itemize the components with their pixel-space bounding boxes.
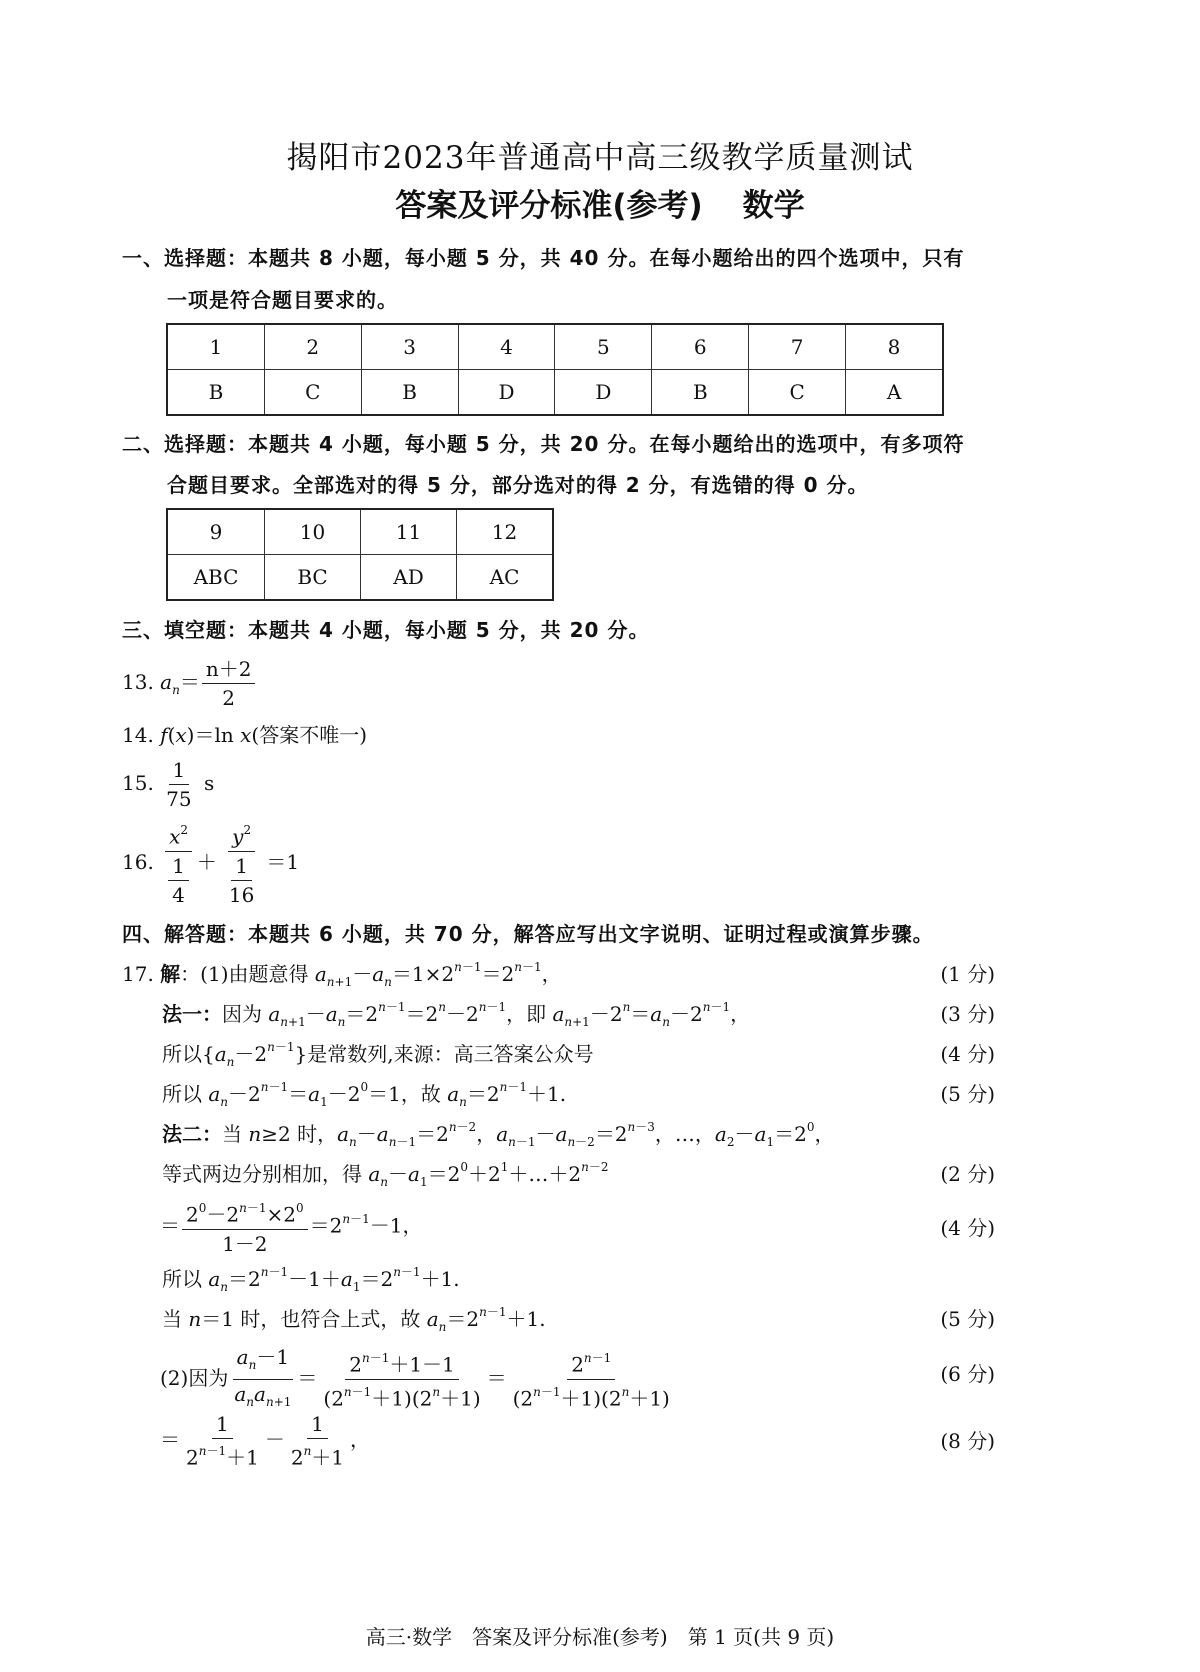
table-row-numbers: [167, 324, 943, 370]
table-row-numbers: [167, 509, 553, 555]
section1-answer-table: [166, 323, 944, 416]
solution-line: 当 n＝1 时，也符合上式，故 $a_n=2^{n-1}+1$.: [162, 1305, 546, 1334]
document-subtitle: [0, 180, 1200, 225]
answer-13: 13. $a_n=$ $\frac{n+2}{2}$: [122, 655, 257, 712]
numerator: 1: [169, 756, 190, 785]
solution-line: 法一：因为 $a_{n+1}-a_n=2^{n-1}=2^n-2^{n-1}$，即 $a_{n+1}-2^n=a_n-2^{n-1}$，: [162, 1000, 751, 1029]
answer-16: 16. $\frac{x^2}{\frac{1}{4}}$ ＋ $\frac{y^2}{\frac{1}{16}}$ ＝1: [122, 818, 299, 909]
table-cell: AC: [457, 555, 553, 601]
table-cell: 7: [749, 324, 846, 370]
solution-line: 所以$\{a_n-2^{n-1}\}$是常数列,来源：高三答案公众号: [162, 1040, 594, 1069]
question-number: 14.: [122, 723, 154, 747]
subtitle-subject: 数学: [742, 188, 805, 224]
score-label: (4 分): [940, 1216, 995, 1240]
table-cell: C: [264, 370, 361, 416]
score-label: (6 分): [940, 1362, 995, 1386]
table-cell: D: [555, 370, 652, 416]
table-row-answers: [167, 555, 553, 601]
section1-heading-line2: 一项是符合题目要求的。: [167, 288, 398, 312]
score-label: (5 分): [940, 1307, 995, 1331]
document-title: 揭阳市2023年普通高中高三级教学质量测试: [286, 140, 914, 176]
table-cell: 3: [361, 324, 458, 370]
table-cell: D: [458, 370, 555, 416]
score-label: (3 分): [940, 1002, 995, 1026]
table-cell: 1: [167, 324, 264, 370]
solution-line: ＝ $\frac{2^0-2^{n-1}\times 2^0}{1-2}$ $=2^{n-1}-1$，: [160, 1196, 422, 1258]
section2-heading-line2: 合题目要求。全部选对的得 5 分，部分选对的得 2 分，有选错的得 0 分。: [167, 473, 869, 497]
solution-line: 法二：当 n≥2 时，$a_n-a_{n-1}=2^{n-2}$，$a_{n-1}-a_{n-2}=2^{n-3}$，…，$a_2-a_1=2^0$，: [162, 1120, 835, 1149]
question-number: 13.: [122, 670, 154, 694]
denominator: 2: [222, 686, 236, 710]
table-cell: 2: [264, 324, 361, 370]
section4-heading: 四、解答题：本题共 6 小题，共 70 分，解答应写出文字说明、证明过程或演算步骤。: [122, 922, 934, 946]
fraction: [202, 655, 256, 712]
method-label: 法二：: [162, 1122, 222, 1146]
score-label: (1 分): [940, 962, 995, 986]
question-number: 16.: [122, 849, 154, 874]
table-cell: 4: [458, 324, 555, 370]
unit: s: [203, 771, 215, 795]
section2-heading-line1: 二、选择题：本题共 4 小题，每小题 5 分，共 20 分。在每小题给出的选项中，有多项符: [122, 432, 965, 456]
score-label: (5 分): [940, 1082, 995, 1106]
table-cell: 9: [167, 509, 265, 555]
section1-heading-line1: 一、选择题：本题共 8 小题，每小题 5 分，共 40 分。在每小题给出的四个选项中，只有: [122, 246, 965, 270]
solution-line: 所以 $a_n-2^{n-1}=a_1-2^0=1$，故 $a_n=2^{n-1}+1$.: [162, 1080, 567, 1109]
question-number: 15.: [122, 771, 154, 795]
score-label: (4 分): [940, 1042, 995, 1066]
solution-line: (2)因为 $\frac{a_n-1}{a_na_{n+1}}$ ＝ $\frac{2^{n-1}+1-1}{(2^{n-1}+1)(2^n+1)}$ ＝ $\frac{2^{n-1}}{(2^{n-1}+1)(2^n+1)}$: [160, 1345, 670, 1411]
table-row-answers: [167, 370, 943, 416]
score-label: (8 分): [940, 1429, 995, 1453]
table-cell: ABC: [167, 555, 265, 601]
solution-line: ＝ $\frac{1}{2^{n-1}+1}$ － $\frac{1}{2^n+1}$ ，: [160, 1412, 371, 1470]
solution-line: 所以 $a_n=2^{n-1}-1+a_1=2^{n-1}+1$.: [162, 1265, 460, 1294]
table-cell: B: [652, 370, 749, 416]
table-cell: 5: [555, 324, 652, 370]
watermark-text: 来源：高三答案公众号: [393, 1042, 594, 1066]
table-cell: A: [846, 370, 943, 416]
table-cell: C: [749, 370, 846, 416]
table-cell: 10: [265, 509, 361, 555]
table-cell: B: [167, 370, 264, 416]
question-number: 17.: [122, 962, 154, 986]
solution-line: 17. 解：(1)由题意得 $a_{n+1}-a_n=1\times 2^{n-1}=2^{n-1}$，: [122, 960, 562, 989]
solution-label: 解: [160, 962, 181, 986]
page-footer: 高三·数学 答案及评分标准(参考) 第 1 页(共 9 页): [365, 1625, 835, 1649]
fraction: $\frac{x^2}{\frac{1}{4}}$: [162, 818, 195, 909]
answer-note: (答案不唯一): [251, 723, 367, 747]
answer-14: 14. f(x)＝ln x(答案不唯一): [122, 723, 367, 747]
solution-line: 等式两边分别相加，得 $a_n-a_1=2^0+2^1+\dots+2^{n-2}$: [162, 1160, 609, 1189]
answer-15: [122, 756, 214, 813]
fraction: $\frac{y^2}{\frac{1}{16}}$: [219, 818, 264, 909]
fraction: [162, 756, 195, 813]
numerator: n＋2: [202, 655, 256, 684]
subtitle-main: 答案及评分标准(参考): [395, 188, 703, 224]
table-cell: AD: [361, 555, 457, 601]
denominator: 75: [166, 787, 192, 811]
score-label: (2 分): [940, 1162, 995, 1186]
table-cell: B: [361, 370, 458, 416]
table-cell: 12: [457, 509, 553, 555]
method-label: 法一：: [162, 1002, 222, 1026]
table-cell: 11: [361, 509, 457, 555]
table-cell: BC: [265, 555, 361, 601]
section2-answer-table: [166, 508, 554, 601]
table-cell: 8: [846, 324, 943, 370]
table-cell: 6: [652, 324, 749, 370]
section3-heading: 三、填空题：本题共 4 小题，每小题 5 分，共 20 分。: [122, 618, 650, 642]
